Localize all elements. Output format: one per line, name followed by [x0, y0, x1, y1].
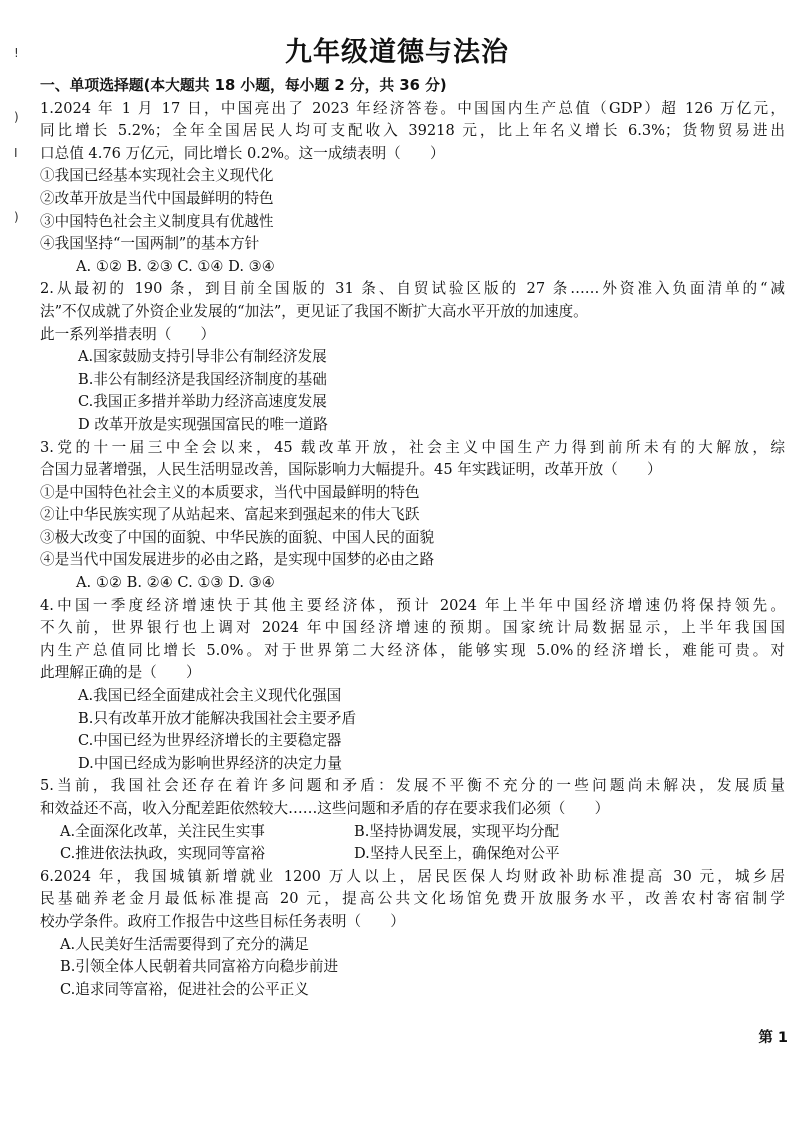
statement-option: ④是当代中国发展进步的必由之路，是实现中国梦的必由之路: [40, 551, 435, 569]
statement-option: ②让中华民族实现了从站起来、富起来到强起来的伟大飞跃: [40, 506, 420, 524]
margin-mark: !: [14, 46, 19, 60]
question-text: 2.从最初的 190 条，到目前全国版的 31 条、自贸试验区版的 27 条……外资准入负面清单的“减: [40, 280, 785, 298]
question-4: [40, 595, 785, 776]
question-text: 口总值 4.76 万亿元，同比增长 0.2%。这一成绩表明（ ）: [40, 144, 445, 162]
statement-option: ①是中国特色社会主义的本质要求，当代中国最鲜明的特色: [40, 483, 420, 501]
answer-option-a: A.国家鼓励支持引导非公有制经济发展: [78, 348, 327, 366]
answer-option-d: D 改革开放是实现强国富民的唯一道路: [78, 415, 328, 433]
statement-option: ②改革开放是当代中国最鲜明的特色: [40, 189, 274, 207]
question-3: [40, 437, 785, 595]
margin-mark: I: [14, 146, 18, 160]
statement-option: ③中国特色社会主义制度具有优越性: [40, 212, 274, 230]
question-text: 和效益还不高，收入分配差距依然较大……这些问题和矛盾的存在要求我们必须（ ）: [40, 800, 610, 817]
question-text: 4.中国一季度经济增速快于其他主要经济体，预计 2024 年上半年中国经济增速仍将保持领先。: [40, 596, 785, 614]
question-6: [40, 866, 785, 1002]
question-text: 校办学条件。政府工作报告中这些目标任务表明（ ）: [40, 912, 405, 930]
page-title: 九年级道德与法治: [285, 37, 509, 68]
statement-option: ①我国已经基本实现社会主义现代化: [40, 167, 274, 185]
question-5: [40, 775, 785, 865]
answer-row: [40, 843, 785, 866]
question-text: 此一系列举措表明（ ）: [40, 325, 216, 343]
answer-option-a: A.我国已经全面建成社会主义现代化强国: [78, 687, 342, 705]
answer-option-d: D.中国已经成为影响世界经济的决定力量: [78, 754, 342, 772]
question-text: 5.当前，我国社会还存在着许多问题和矛盾：发展不平衡不充分的一些问题尚未解决，发展质量: [40, 777, 785, 795]
page-number: 第 1: [758, 1030, 788, 1046]
question-text: 民基础养老金月最低标准提高 20 元，提高公共文化场馆免费开放服务水平，改善农村寄宿制学: [40, 890, 785, 908]
question-text: 不久前，世界银行也上调对 2024 年中国经济增速的预期。国家统计局数据显示，上半年我国国: [40, 619, 785, 637]
question-text: 内生产总值同比增长 5.0%。对于世界第二大经济体，能够实现 5.0%的经济增长，难能可贵。对: [40, 641, 785, 659]
answer-option-b: B.引领全体人民朝着共同富裕方向稳步前进: [60, 958, 339, 976]
question-text: 3.党的十一届三中全会以来，45 载改革开放，社会主义中国生产力得到前所未有的大解放，综: [40, 438, 785, 456]
statement-option: ③极大改变了中国的面貌、中华民族的面貌、中国人民的面貌: [40, 528, 435, 546]
question-2: [40, 278, 785, 436]
answer-choices: A. ①② B. ②③ C. ①④ D. ③④: [76, 257, 275, 275]
answer-option-c: C.中国已经为世界经济增长的主要稳定器: [78, 732, 342, 750]
question-text: 此理解正确的是（ ）: [40, 664, 201, 682]
answer-choices: A. ①② B. ②④ C. ①③ D. ③④: [76, 574, 275, 592]
answer-option-b: B.只有改革开放才能解决我国社会主要矛盾: [78, 709, 357, 727]
question-text: 合国力显著增强，人民生活明显改善，国际影响力大幅提升。45 年实践证明，改革开放（ ）: [40, 461, 662, 479]
margin-mark: ): [14, 110, 19, 124]
answer-row: [40, 821, 785, 844]
exam-content: [40, 75, 785, 1001]
answer-option-b: B.非公有制经济是我国经济制度的基础: [78, 370, 327, 388]
answer-option-b: B.坚持协调发展，实现平均分配: [354, 822, 560, 840]
question-text: 1.2024 年 1 月 17 日，中国亮出了 2023 年经济答卷。中国国内生产总值（GDP）超 126 万亿元，: [40, 99, 785, 117]
section-heading: 一、单项选择题(本大题共 18 小题，每小题 2 分，共 36 分): [40, 77, 447, 94]
question-1: [40, 98, 785, 279]
statement-option: ④我国坚持“一国两制”的基本方针: [40, 235, 260, 253]
answer-option-d: D.坚持人民至上，确保绝对公平: [354, 845, 560, 863]
answer-option-c: C.我国正多措并举助力经济高速度发展: [78, 393, 327, 411]
margin-mark: ): [14, 210, 19, 224]
question-text: 法”不仅成就了外资企业发展的“加法”，更见证了我国不断扩大高水平开放的加速度。: [40, 302, 588, 320]
question-text: 同比增长 5.2%；全年全国居民人均可支配收入 39218 元，比上年名义增长 6.3%；货物贸易进出: [40, 122, 785, 140]
answer-option-c: C.追求同等富裕，促进社会的公平正义: [60, 980, 309, 998]
question-text: 6.2024 年，我国城镇新增就业 1200 万人以上，居民医保人均财政补助标准提高 30 元，城乡居: [40, 867, 785, 885]
answer-option-c: C.推进依法执政，实现同等富裕: [60, 845, 266, 863]
answer-option-a: A.全面深化改革，关注民生实事: [60, 822, 265, 840]
answer-option-a: A.人民美好生活需要得到了充分的满足: [60, 935, 309, 953]
